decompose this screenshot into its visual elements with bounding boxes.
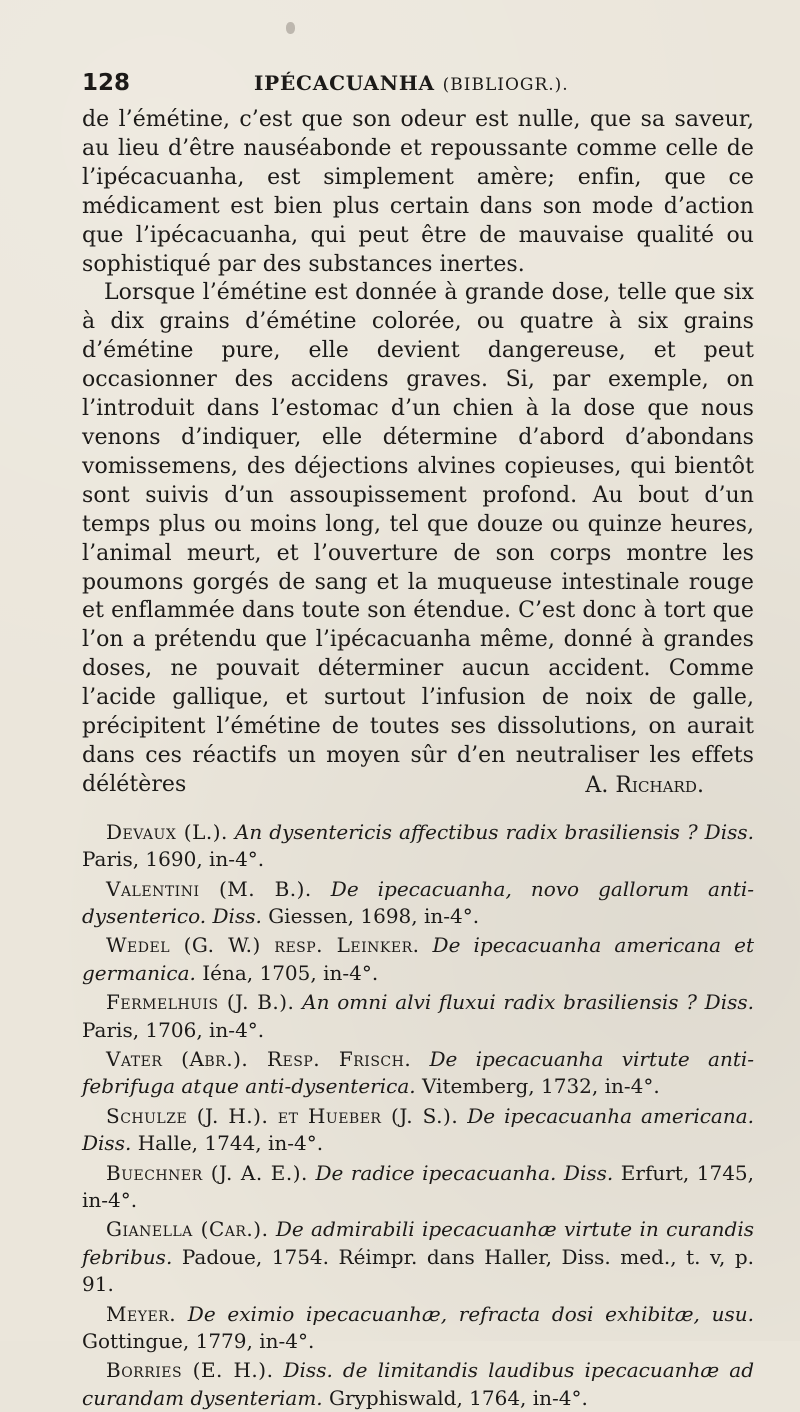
bibliography-entry	[82, 1160, 754, 1215]
entry-author: Wedel (G. W.) resp. Leinker.	[106, 933, 420, 958]
ink-spot	[286, 22, 295, 34]
entry-author: Vater (Abr.). Resp. Frisch.	[106, 1047, 412, 1071]
main-text	[82, 106, 754, 801]
entry-publication: Giessen, 1698, in-4°.	[268, 903, 480, 928]
bibliography-entry	[82, 819, 754, 874]
running-title-suffix: (BIBLIOGR.).	[442, 75, 569, 95]
entry-title: Diss. de limitandis laudibus ipecacuanhæ ad curandam dysenteriam.	[82, 1358, 754, 1410]
running-title	[254, 71, 569, 95]
entry-title: De admirabili ipecacuanhæ virtute in curandis febribus.	[82, 1217, 755, 1269]
entry-publication: Paris, 1690, in-4°.	[82, 847, 265, 872]
entry-publication: Padoue, 1754. Réimpr. dans Haller, Diss. med., t. v, p. 91.	[82, 1244, 755, 1297]
entry-title: An omni alvi fluxui radix brasiliensis ? Diss.	[302, 990, 754, 1015]
entry-author: Schulze (J. H.). et Hueber (J. S.).	[106, 1103, 459, 1128]
entry-title: De ipecacuanha virtute anti-febrifuga atque anti-dysenterica.	[82, 1047, 755, 1099]
entry-author: Borries (E. H.).	[106, 1358, 274, 1383]
entry-title: De ipecacuanha americana et germanica.	[82, 933, 754, 985]
entry-title: De ipecacuanha, novo gallorum anti-dysenterico. Diss.	[82, 876, 755, 928]
entry-publication: Gryphiswald, 1764, in-4°.	[329, 1385, 588, 1410]
bibliography-entry	[82, 1357, 754, 1412]
page-number: 128	[82, 70, 131, 96]
author-signature: A. Richard.	[585, 772, 704, 798]
entry-publication: Halle, 1744, in-4°.	[137, 1131, 324, 1156]
entry-publication: Vitemberg, 1732, in-4°.	[421, 1074, 660, 1099]
bibliography-entry	[82, 1301, 754, 1356]
paragraph-continuation: de l’émétine, c’est que son odeur est nulle, que sa saveur, au lieu d’être nauséabonde et repoussante comme celle de l’ipécacuanha, est simplement amère; enfin, que ce médicament est bien plus certain dans son mode d’action que l’ipécacuanha, qui peut être de mauvaise qualité ou sophistiqué par des substances inertes.	[82, 107, 754, 277]
entry-author: Valentini (M. B.).	[106, 876, 312, 901]
entry-publication: Iéna, 1705, in-4°.	[202, 960, 379, 985]
entry-author: Buechner (J. A. E.).	[106, 1160, 308, 1185]
entry-publication: Gottingue, 1779, in-4°.	[82, 1329, 315, 1354]
entry-author: Devaux (L.).	[106, 819, 228, 844]
bibliography-entry	[82, 1103, 754, 1158]
entry-title: An dysentericis affectibus radix brasiliensis ? Diss.	[234, 819, 754, 844]
entry-title: De eximio ipecacuanhæ, refracta dosi exhibitæ, usu.	[187, 1301, 755, 1326]
entry-author: Meyer.	[106, 1301, 177, 1326]
bibliography-entry	[82, 876, 754, 931]
entry-author: Gianella (Car.).	[106, 1217, 269, 1242]
entry-author: Fermelhuis (J. B.).	[106, 990, 295, 1015]
entry-title: De ipecacuanha americana. Diss.	[82, 1103, 755, 1156]
bibliography-entry	[82, 932, 754, 987]
bibliography-entry	[82, 1046, 754, 1101]
entry-title: De radice ipecacuanha. Diss.	[315, 1160, 614, 1185]
page-header	[82, 70, 754, 99]
entry-publication: Paris, 1706, in-4°.	[82, 1017, 265, 1042]
bibliography-entry	[82, 1216, 754, 1298]
entry-publication: Erfurt, 1745, in-4°.	[82, 1160, 755, 1213]
running-title-main: IPÉCACUANHA	[254, 71, 435, 95]
bibliography-entry	[82, 989, 754, 1044]
bibliography	[82, 819, 754, 1412]
paragraph-emetine-dose: Lorsque l’émétine est donnée à grande dose, telle que six à dix grains d’émétine colorée, ou quatre à six grains d’émétine pure, elle devient dangereuse, et peut occasionner des accidens graves. Si, par exemple, on l’introduit dans l’estomac d’un chien à la dose que nous venons d’indiquer, elle détermine d’abord d’abondans vomissemens, des déjections alvines copieuses, qui bientôt sont suivis d’un assoupissement profond. Au bout d’un temps plus ou moins long, tel que douze ou quinze heures, l’animal meurt, et l’ouverture de son corps montre les poumons gorgés de sang et la muqueuse intestinale rouge et enflammée dans toute son étendue. C’est donc à tort que l’on a prétendu que l’ipécacuanha même, donné à grandes doses, ne pouvait déterminer aucun accident. Comme l’acide gallique, et surtout l’infusion de noix de galle, précipitent l’émétine de toutes ses dissolutions, on aurait dans ces réactifs un moyen sûr d’en neutraliser les effets délétères	[82, 280, 754, 797]
